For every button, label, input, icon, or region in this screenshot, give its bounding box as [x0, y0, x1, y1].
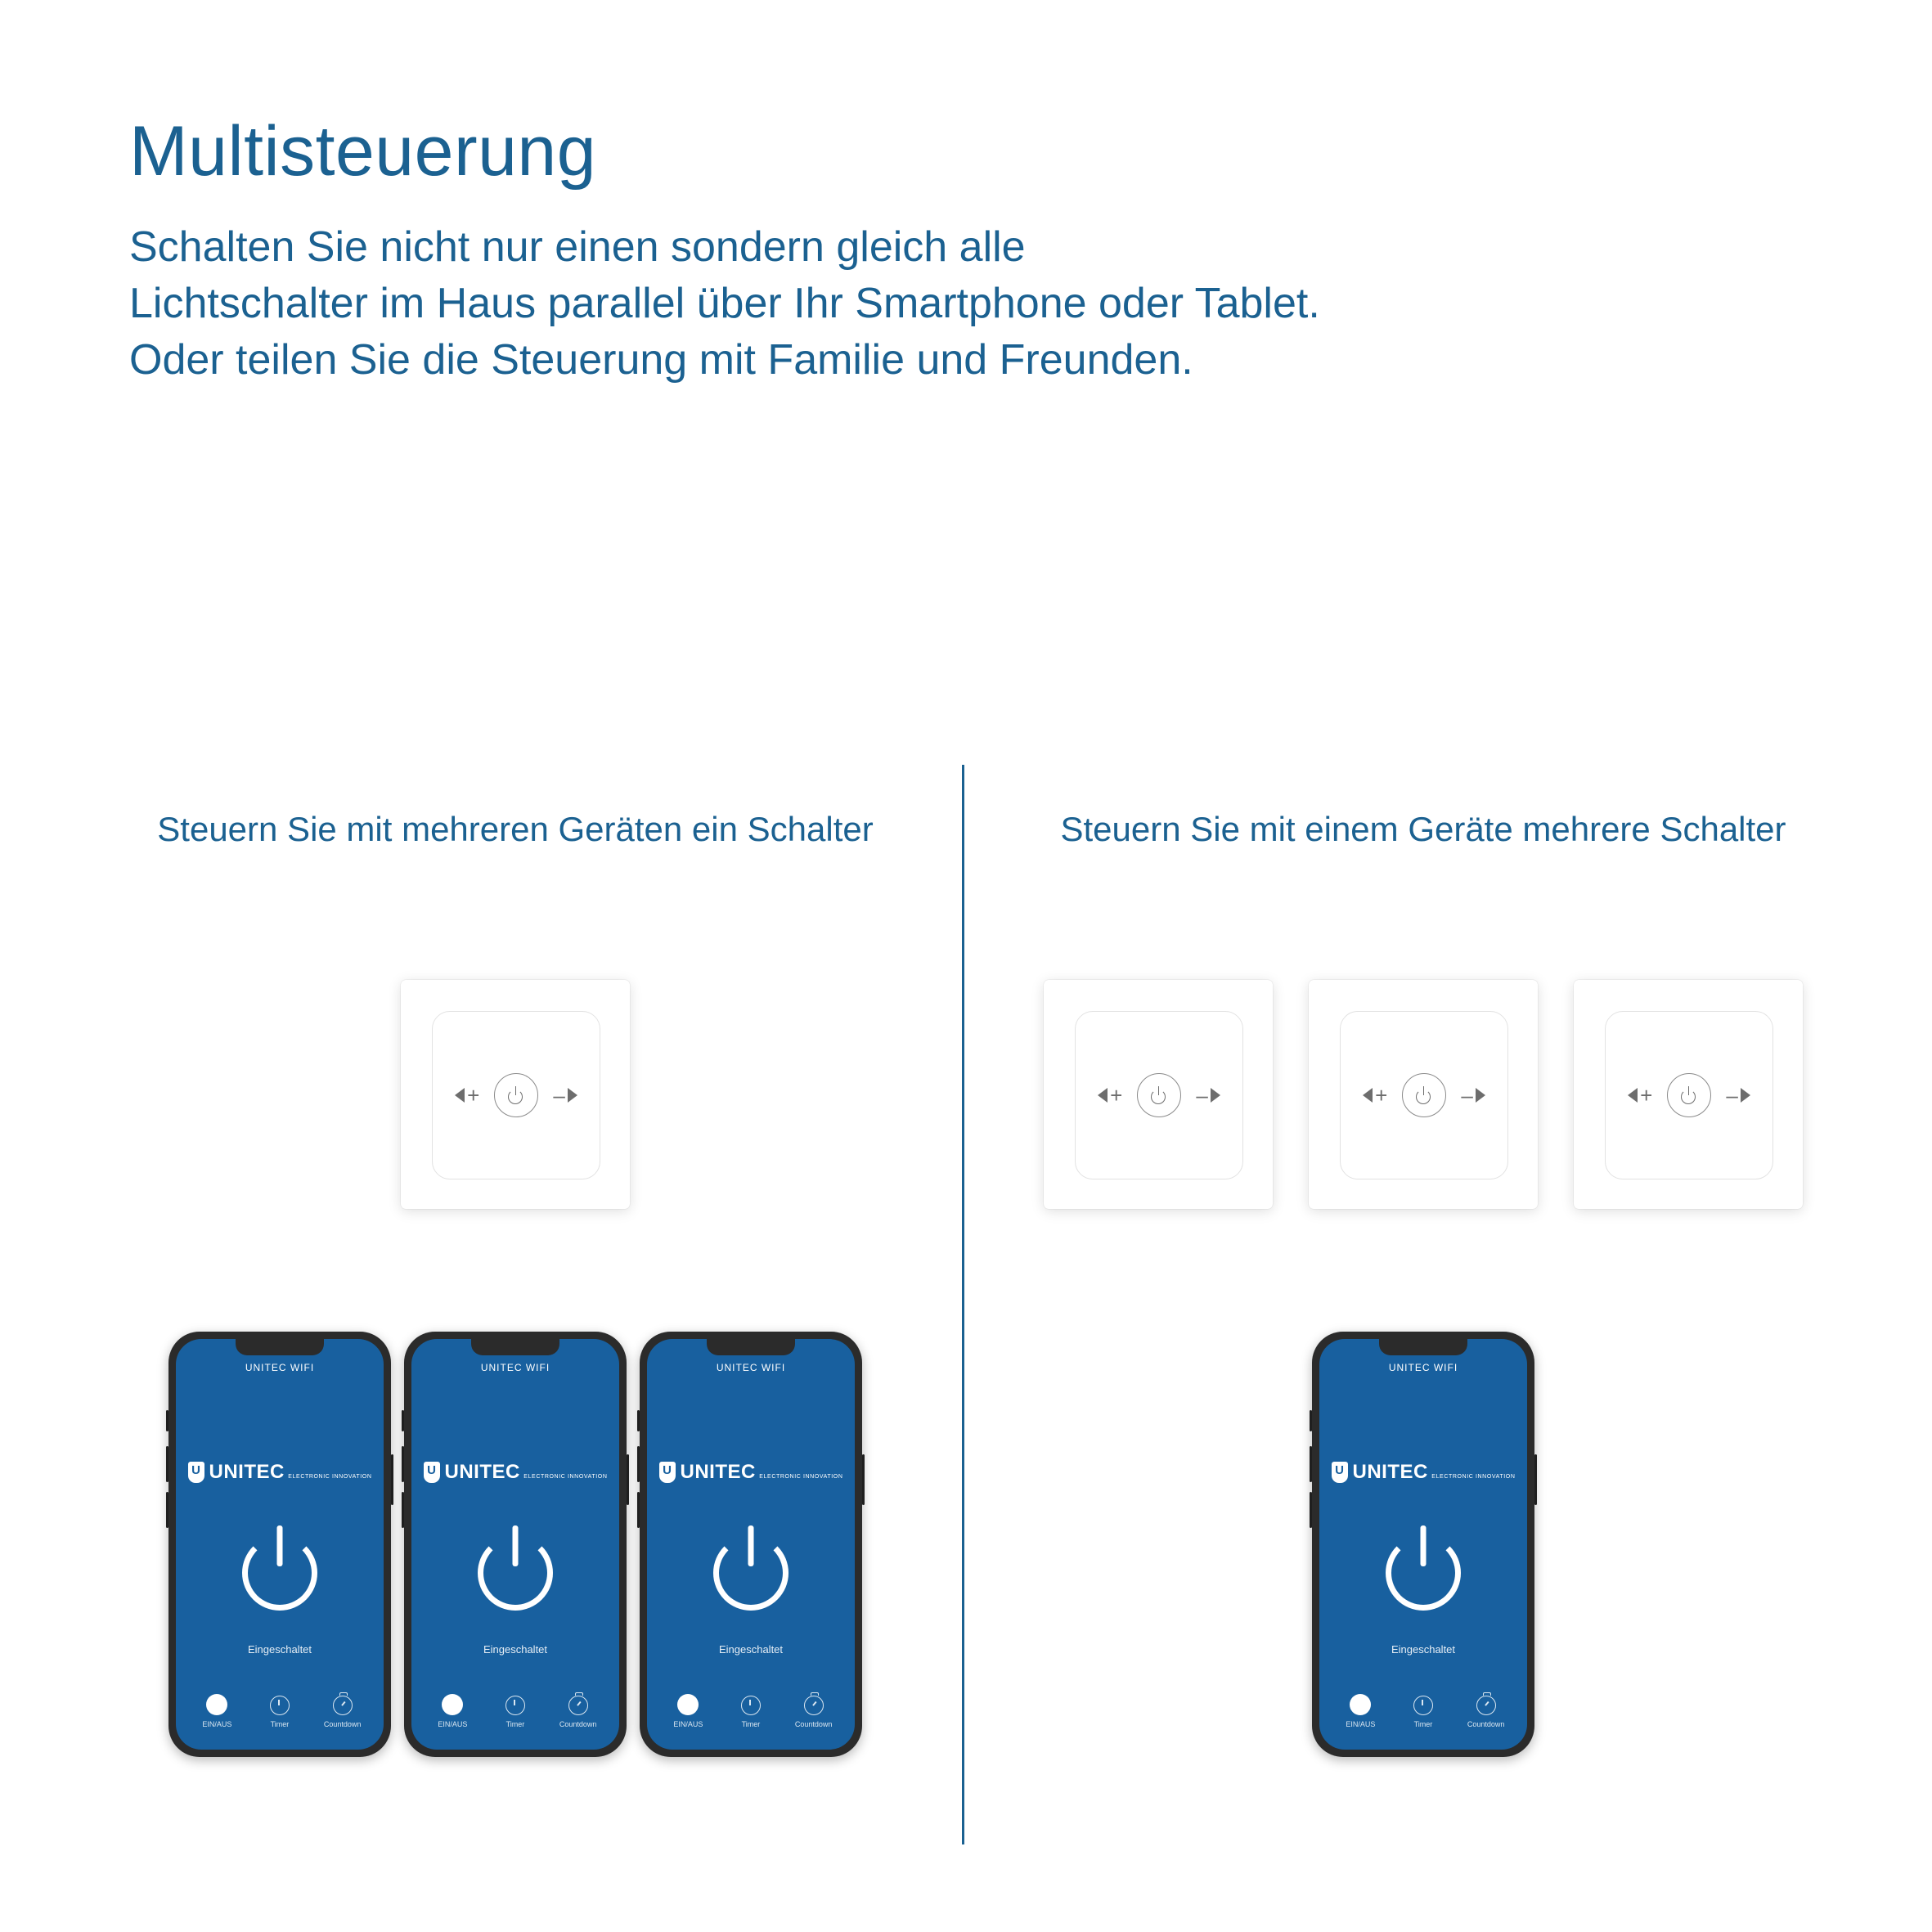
brightness-up-control[interactable] [1098, 1085, 1122, 1106]
tab-onoff[interactable] [1329, 1694, 1391, 1728]
tab-countdown[interactable] [783, 1696, 845, 1728]
timer-icon [1476, 1696, 1496, 1715]
switch-minus-label: – [1196, 1083, 1208, 1108]
switch-controls [1341, 1073, 1507, 1117]
app-tabbar [411, 1694, 619, 1728]
wall-switch[interactable] [401, 980, 630, 1209]
vertical-divider [962, 765, 964, 1844]
page-title: Multisteuerung [129, 112, 597, 191]
clock-icon [505, 1696, 525, 1715]
tab-timer[interactable] [1392, 1696, 1454, 1728]
phone-volume-up-button[interactable] [1310, 1446, 1312, 1482]
tab-countdown[interactable] [312, 1696, 374, 1728]
tab-countdown-label: Countdown [323, 1720, 362, 1728]
switch-power-button[interactable] [1402, 1073, 1446, 1117]
tab-timer[interactable] [720, 1696, 782, 1728]
app-tabbar [647, 1694, 855, 1728]
brand-name: UNITEC [209, 1461, 285, 1483]
tab-countdown[interactable] [547, 1696, 609, 1728]
phone-notch [236, 1339, 324, 1355]
switch-inner-frame [1340, 1011, 1508, 1179]
switch-inner-frame [432, 1011, 600, 1179]
tab-timer-label: Timer [505, 1720, 525, 1728]
triangle-right-icon [568, 1088, 577, 1103]
brand-tagline: ELECTRONIC INNOVATION [523, 1474, 608, 1480]
tab-timer[interactable] [249, 1696, 311, 1728]
brightness-up-control[interactable] [1363, 1085, 1387, 1106]
tab-onoff[interactable] [186, 1694, 248, 1728]
left-switch-row [82, 980, 949, 1209]
tab-timer-label: Timer [270, 1720, 290, 1728]
clock-icon [741, 1696, 761, 1715]
brightness-down-control[interactable] [1461, 1085, 1485, 1106]
tab-onoff-label: EIN/AUS [673, 1720, 703, 1728]
subtitle-line-1: Schalten Sie nicht nur einen sondern gleich alle [129, 223, 1026, 272]
wall-switch[interactable] [1574, 980, 1803, 1209]
phone-screen [1319, 1339, 1527, 1750]
power-dot-icon [206, 1694, 227, 1715]
phone-volume-down-button[interactable] [637, 1492, 640, 1528]
switch-controls [1076, 1073, 1242, 1117]
app-power-toggle[interactable] [242, 1525, 317, 1601]
app-brand-logo [647, 1462, 855, 1483]
phone-power-button[interactable] [627, 1454, 629, 1505]
subtitle-line-2: Lichtschalter im Haus parallel über Ihr Smartphone oder Tablet. [129, 279, 1320, 327]
brightness-down-control[interactable] [1196, 1085, 1220, 1106]
tab-onoff-label: EIN/AUS [202, 1720, 232, 1728]
switch-minus-label: – [1726, 1083, 1738, 1108]
triangle-right-icon [1741, 1088, 1750, 1103]
phone-volume-up-button[interactable] [402, 1446, 404, 1482]
brand-tagline: ELECTRONIC INNOVATION [288, 1474, 372, 1480]
phone-volume-down-button[interactable] [166, 1492, 168, 1528]
brand-tagline: ELECTRONIC INNOVATION [759, 1474, 843, 1480]
header [129, 112, 1683, 388]
app-brand-logo [1319, 1462, 1527, 1483]
power-bar-icon [1421, 1525, 1427, 1566]
brightness-up-control[interactable] [1628, 1085, 1652, 1106]
wall-switch[interactable] [1044, 980, 1273, 1209]
brand-text [1353, 1462, 1516, 1482]
switch-plus-label: + [1110, 1083, 1123, 1108]
timer-icon [804, 1696, 824, 1715]
triangle-left-icon [455, 1088, 465, 1103]
switch-minus-label: – [1461, 1083, 1473, 1108]
app-power-toggle[interactable] [1386, 1525, 1461, 1601]
switch-power-button[interactable] [494, 1073, 538, 1117]
shield-icon [659, 1462, 676, 1483]
tab-timer-label: Timer [741, 1720, 761, 1728]
triangle-left-icon [1098, 1088, 1108, 1103]
power-icon [507, 1086, 525, 1104]
right-phone-row [990, 1332, 1857, 1757]
app-power-toggle[interactable] [478, 1525, 553, 1601]
brand-text [209, 1462, 372, 1482]
app-tabbar [1319, 1694, 1527, 1728]
tab-timer[interactable] [484, 1696, 546, 1728]
brand-name: UNITEC [1352, 1461, 1428, 1483]
app-status-title: UNITEC WIFI [480, 1362, 550, 1373]
brand-tagline: ELECTRONIC INNOVATION [1431, 1474, 1516, 1480]
app-state-label: Eingeschaltet [483, 1643, 548, 1656]
smartphone[interactable] [168, 1332, 391, 1757]
power-icon [1150, 1086, 1168, 1104]
tab-timer-label: Timer [1413, 1720, 1433, 1728]
phone-power-button[interactable] [391, 1454, 393, 1505]
app-tabbar [176, 1694, 384, 1728]
phone-power-button[interactable] [862, 1454, 865, 1505]
phone-mute-button[interactable] [1310, 1410, 1312, 1431]
brand-name: UNITEC [444, 1461, 520, 1483]
phone-mute-button[interactable] [637, 1410, 640, 1431]
shield-icon [1332, 1462, 1348, 1483]
shield-icon [424, 1462, 440, 1483]
right-scenario-column [990, 810, 1857, 1757]
switch-inner-frame [1605, 1011, 1773, 1179]
triangle-right-icon [1211, 1088, 1220, 1103]
tab-countdown[interactable] [1455, 1696, 1517, 1728]
right-switch-row [990, 980, 1857, 1209]
phone-screen [176, 1339, 384, 1750]
right-column-caption: Steuern Sie mit einem Geräte mehrere Schalter [1060, 810, 1786, 848]
switch-minus-label: – [553, 1083, 565, 1108]
power-bar-icon [748, 1525, 754, 1566]
phone-mute-button[interactable] [402, 1410, 404, 1431]
app-status-title: UNITEC WIFI [1388, 1362, 1458, 1373]
phone-notch [1379, 1339, 1467, 1355]
brightness-down-control[interactable] [553, 1085, 577, 1106]
brand-name: UNITEC [680, 1461, 756, 1483]
tab-countdown-label: Countdown [794, 1720, 833, 1728]
app-power-toggle[interactable] [713, 1525, 789, 1601]
shield-icon [188, 1462, 204, 1483]
brand-text [445, 1462, 608, 1482]
subtitle-line-3: Oder teilen Sie die Steuerung mit Familie und Freunden. [129, 335, 1193, 384]
smartphone[interactable] [404, 1332, 627, 1757]
app-state-label: Eingeschaltet [718, 1643, 784, 1656]
smartphone[interactable] [1312, 1332, 1534, 1757]
tab-onoff[interactable] [657, 1694, 719, 1728]
power-icon [1415, 1086, 1433, 1104]
smartphone[interactable] [640, 1332, 862, 1757]
switch-inner-frame [1075, 1011, 1243, 1179]
brightness-down-control[interactable] [1726, 1085, 1750, 1106]
triangle-left-icon [1628, 1088, 1638, 1103]
tab-onoff-label: EIN/AUS [1346, 1720, 1376, 1728]
power-icon [1680, 1086, 1698, 1104]
switch-power-button[interactable] [1667, 1073, 1711, 1117]
switch-plus-label: + [467, 1083, 480, 1108]
app-status-title: UNITEC WIFI [716, 1362, 786, 1373]
power-dot-icon [677, 1694, 699, 1715]
app-status-title: UNITEC WIFI [245, 1362, 315, 1373]
phone-volume-up-button[interactable] [166, 1446, 168, 1482]
phone-notch [471, 1339, 559, 1355]
tab-onoff-label: EIN/AUS [438, 1720, 468, 1728]
app-state-label: Eingeschaltet [1391, 1643, 1456, 1656]
phone-volume-up-button[interactable] [637, 1446, 640, 1482]
phone-volume-down-button[interactable] [1310, 1492, 1312, 1528]
switch-plus-label: + [1640, 1083, 1653, 1108]
power-bar-icon [277, 1525, 283, 1566]
clock-icon [1413, 1696, 1433, 1715]
wall-switch[interactable] [1309, 980, 1538, 1209]
app-state-label: Eingeschaltet [247, 1643, 312, 1656]
switch-power-button[interactable] [1137, 1073, 1181, 1117]
phone-notch [707, 1339, 795, 1355]
left-column-caption: Steuern Sie mit mehreren Geräten ein Schalter [157, 810, 874, 848]
app-brand-logo [176, 1462, 384, 1483]
tab-countdown-label: Countdown [1467, 1720, 1505, 1728]
power-dot-icon [1350, 1694, 1371, 1715]
clock-icon [270, 1696, 290, 1715]
switch-controls [1606, 1073, 1772, 1117]
tab-countdown-label: Countdown [559, 1720, 597, 1728]
power-dot-icon [442, 1694, 463, 1715]
phone-volume-down-button[interactable] [402, 1492, 404, 1528]
phone-screen [411, 1339, 619, 1750]
tab-onoff[interactable] [421, 1694, 483, 1728]
switch-plus-label: + [1375, 1083, 1388, 1108]
phone-power-button[interactable] [1534, 1454, 1537, 1505]
triangle-right-icon [1476, 1088, 1485, 1103]
triangle-left-icon [1363, 1088, 1373, 1103]
phone-screen [647, 1339, 855, 1750]
left-phone-row [82, 1332, 949, 1757]
power-bar-icon [513, 1525, 519, 1566]
timer-icon [568, 1696, 588, 1715]
app-brand-logo [411, 1462, 619, 1483]
brightness-up-control[interactable] [455, 1085, 479, 1106]
switch-controls [433, 1073, 600, 1117]
timer-icon [333, 1696, 353, 1715]
brand-text [681, 1462, 843, 1482]
left-scenario-column [82, 810, 949, 1757]
phone-mute-button[interactable] [166, 1410, 168, 1431]
